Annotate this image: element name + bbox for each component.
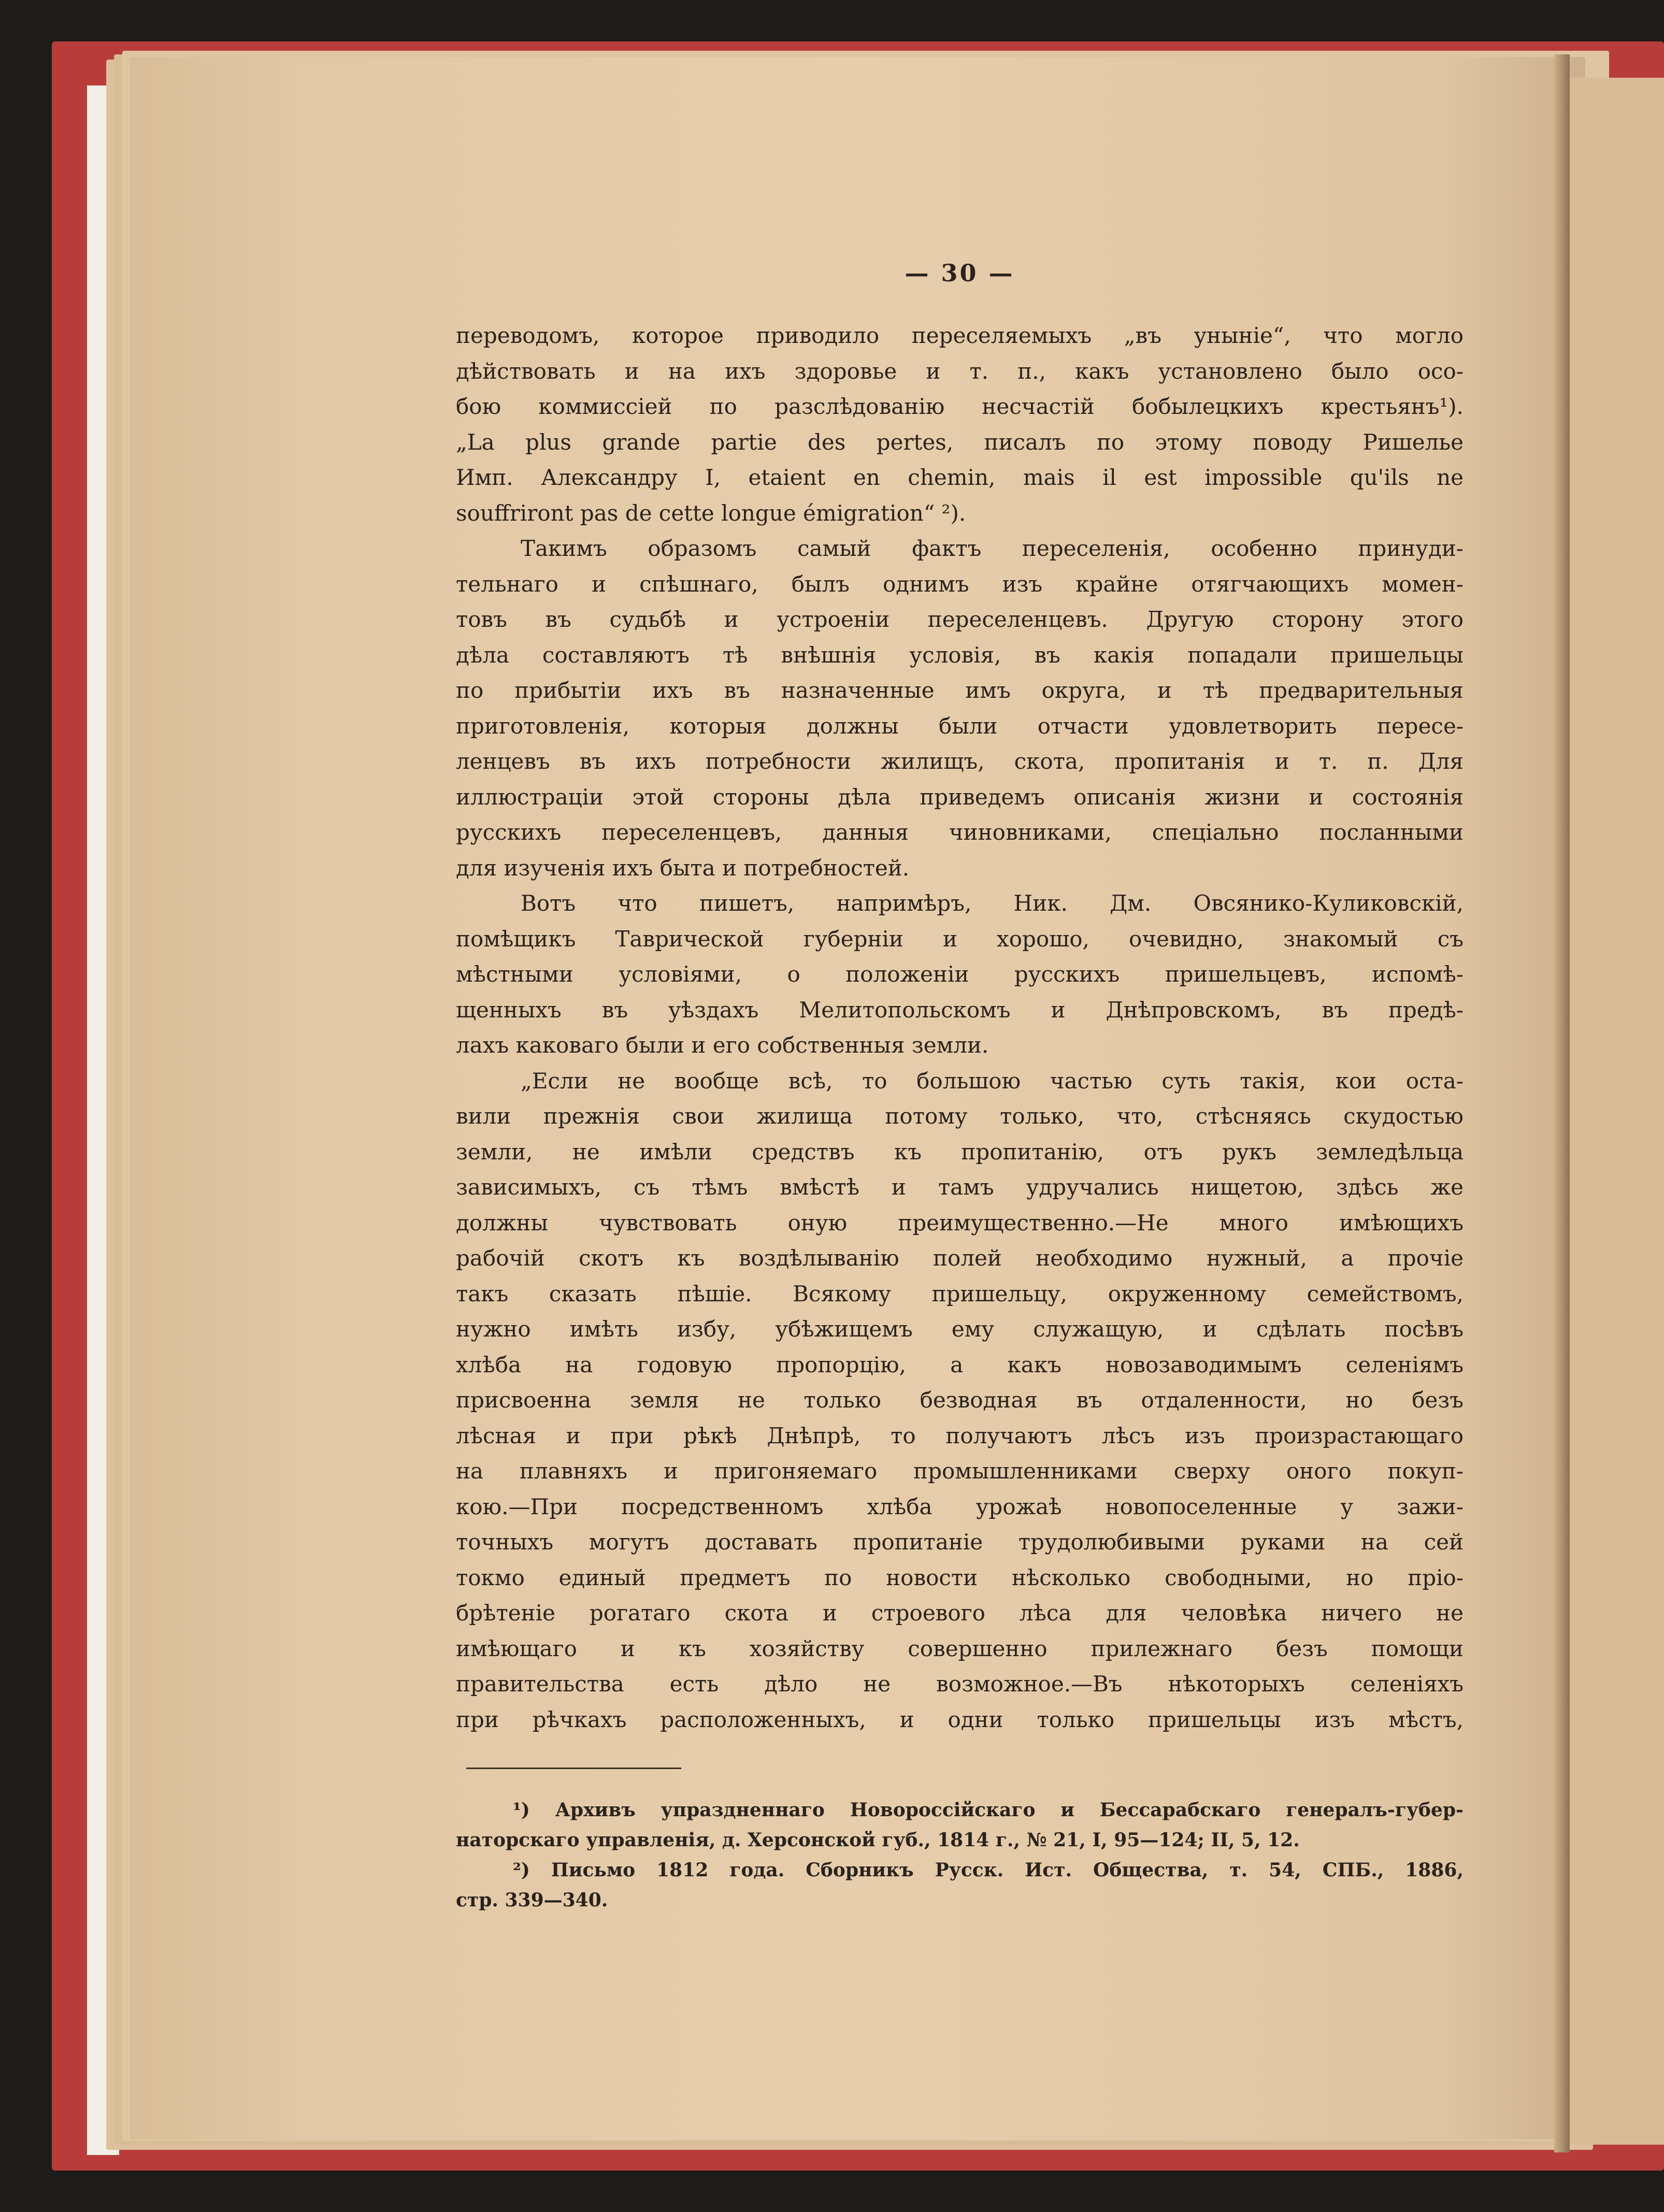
text-line: рабочій скотъ къ воздѣлыванію полей необходимо нужный, а прочіе — [456, 1245, 1464, 1271]
text-line: souffriront pas de cette longue émigration“ ²). — [456, 500, 966, 526]
text-line: токмо единый предметъ по новости нѣсколько свободными, но пріо- — [456, 1564, 1464, 1590]
text-line: приготовленія, которыя должны были отчасти удовлетворить пересе- — [456, 713, 1464, 739]
text-line: присвоенна земля не только безводная въ отдаленности, но безъ — [456, 1387, 1464, 1413]
text-line: хлѣба на годовую пропорцію, а какъ новозаводимымъ селеніямъ — [456, 1352, 1464, 1377]
text-line: по прибытіи ихъ въ назначенные имъ округа, и тѣ предварительныя — [456, 678, 1464, 703]
text-line: нужно имѣть избу, убѣжищемъ ему служащую, и сдѣлать посѣвъ — [456, 1316, 1464, 1342]
text-line: лѣсная и при рѣкѣ Днѣпрѣ, то получаютъ лѣсъ изъ произрастающаго — [456, 1423, 1464, 1448]
text-line: дѣйствовать и на ихъ здоровье и т. п., какъ установлено было осо- — [456, 358, 1464, 384]
footnote-line: ²) Письмо 1812 года. Сборникъ Русск. Ист. Общества, т. 54, СПБ., 1886, — [513, 1859, 1464, 1881]
text-line: русскихъ переселенцевъ, данныя чиновниками, спеціально посланными — [456, 820, 1464, 845]
text-line: щенныхъ въ уѣздахъ Мелитопольскомъ и Днѣпровскомъ, въ предѣ- — [456, 997, 1464, 1023]
text-line: кою.—При посредственномъ хлѣба урожаѣ новопоселенные у зажи- — [456, 1493, 1464, 1519]
text-line: „La plus grande partie des pertes, писалъ по этому поводу Ришелье — [456, 429, 1464, 455]
text-line: на плавняхъ и пригоняемаго промышленниками сверху оного покуп- — [456, 1458, 1464, 1484]
text-line: ленцевъ въ ихъ потребности жилищъ, скота, пропитанія и т. п. Для — [456, 749, 1464, 774]
text-line: точныхъ могутъ доставать пропитаніе трудолюбивыми руками на сей — [456, 1529, 1464, 1555]
text-line: дѣла составляютъ тѣ внѣшнія условія, въ какія попадали пришельцы — [456, 642, 1464, 668]
footnote — [456, 1855, 1464, 1915]
text-line: брѣтеніе рогатаго скота и строевого лѣса для человѣка ничего не — [456, 1600, 1464, 1626]
text-line: помѣщикъ Таврической губерніи и хорошо, очевидно, знакомый съ — [456, 926, 1464, 952]
footnote — [456, 1795, 1464, 1855]
text-line: имѣющаго и къ хозяйству совершенно прилежнаго безъ помощи — [456, 1635, 1464, 1661]
paragraph — [456, 318, 1464, 531]
text-line: зависимыхъ, съ тѣмъ вмѣстѣ и тамъ удручались нищетою, здѣсь же — [456, 1174, 1464, 1200]
paragraph — [456, 1064, 1464, 1738]
page-text — [456, 243, 1464, 1915]
text-line: тельнаго и спѣшнаго, былъ однимъ изъ крайне отягчающихъ момен- — [456, 571, 1464, 597]
text-line: вили прежнія свои жилища потому только, что, стѣсняясь скудостью — [456, 1103, 1464, 1129]
text-line: товъ въ судьбѣ и устроеніи переселенцевъ. Другую сторону этого — [456, 607, 1464, 632]
text-line: лахъ каковаго были и его собственныя земли. — [456, 1032, 989, 1058]
footnote-line: стр. 339—340. — [456, 1889, 608, 1911]
text-line: бою коммиссіей по разслѣдованію несчастій бобылецкихъ крестьянъ¹). — [456, 394, 1464, 419]
opposite-page — [1570, 78, 1664, 2145]
text-line: мѣстными условіями, о положеніи русскихъ пришельцевъ, испомѣ- — [456, 961, 1464, 987]
footnote-line: ¹) Архивъ упраздненнаго Новороссійскаго и Бессарабскаго генералъ-губер- — [513, 1799, 1464, 1821]
footnote-line: наторскаго управленія, д. Херсонской губ., 1814 г., № 21, I, 95—124; II, 5, 12. — [456, 1829, 1300, 1851]
text-line: при рѣчкахъ расположенныхъ, и одни только пришельцы изъ мѣстъ, — [456, 1706, 1464, 1732]
paragraph — [456, 886, 1464, 1064]
text-line: такъ сказать пѣшіе. Всякому пришельцу, окруженному семействомъ, — [456, 1281, 1464, 1306]
text-line: переводомъ, которое приводило переселяемыхъ „въ уныніе“, что могло — [456, 323, 1464, 348]
text-line: Имп. Александру I, etaient en chemin, mais il est impossible qu'ils ne — [456, 465, 1464, 490]
text-line: должны чувствовать оную преимущественно.—Не много имѣющихъ — [456, 1210, 1464, 1236]
paragraph — [456, 531, 1464, 886]
text-line: для изученія ихъ быта и потребностей. — [456, 855, 910, 881]
text-line: „Если не вообще всѣ, то большою частью суть такія, кои оста- — [521, 1068, 1464, 1094]
text-line: Такимъ образомъ самый фактъ переселенія, особенно принуди- — [521, 536, 1464, 561]
text-line: иллюстраціи этой стороны дѣла приведемъ описанія жизни и состоянія — [456, 784, 1464, 810]
page-number: — 30 — — [905, 259, 1015, 287]
text-line: правительства есть дѣло не возможное.—Въ нѣкоторыхъ селеніяхъ — [456, 1671, 1464, 1697]
text-line: земли, не имѣли средствъ къ пропитанію, отъ рукъ земледѣльца — [456, 1139, 1464, 1165]
book-gutter — [1554, 54, 1570, 2152]
text-line: Вотъ что пишетъ, напримѣръ, Ник. Дм. Овсянико-Куликовскій, — [521, 890, 1464, 916]
footnote-divider — [466, 1768, 681, 1769]
